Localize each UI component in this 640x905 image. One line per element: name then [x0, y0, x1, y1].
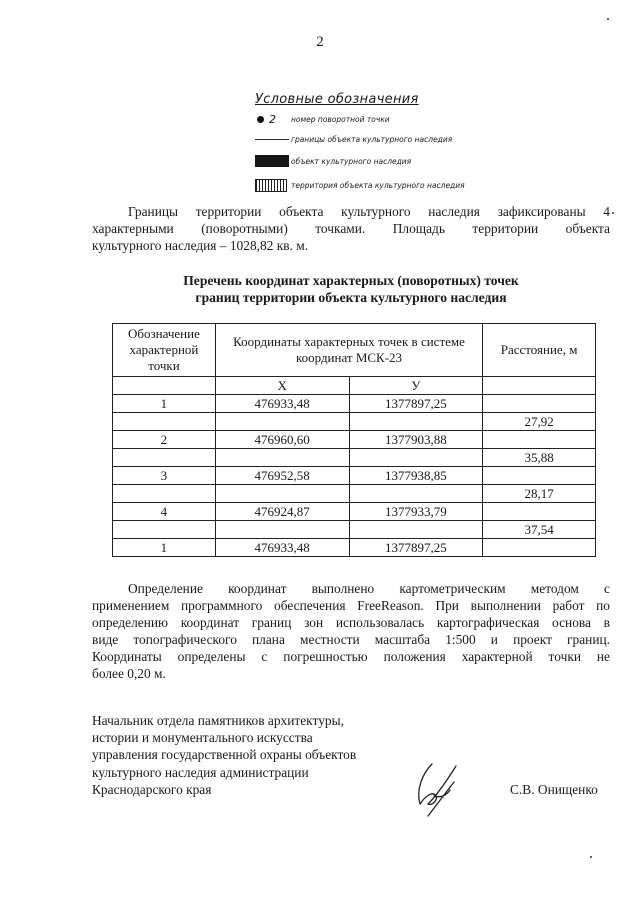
table-row: 1 476933,48 1377897,25 — [113, 395, 596, 413]
legend-label: территория объекта культурного наследия — [291, 180, 465, 190]
signatory-name: С.В. Онищенко — [510, 782, 598, 797]
signatory-position: Начальник отдела памятников архитектуры, истории и монументального искусства управления государственной охраны объектов культурного наследия администрации Краснодарского края — [92, 713, 357, 797]
header-coordinates: Координаты характерных точек в системе координат МСК-23 — [215, 324, 482, 377]
table-row: 35,88 — [113, 449, 596, 467]
hatched-territory-icon — [255, 179, 287, 192]
table-row: 27,92 — [113, 413, 596, 431]
table-row: 3 476952,58 1377938,85 — [113, 467, 596, 485]
legend-item-line — [255, 132, 452, 146]
page-number: 2 — [316, 34, 324, 50]
method-paragraph: Определение координат выполнено картометрическим методом с применением программного обеспечения FreeReason. При выполнении работ по определению координат границ зон использовалась картографическая основа в виде топографического плана местности масштаба 1:500 и проект границ. Координаты определены с погрешностью положения характерной точки не более 0,20 м. — [92, 581, 610, 681]
coordinates-table — [112, 323, 596, 557]
table-row: 37,54 — [113, 521, 596, 539]
turning-point-icon — [257, 116, 264, 123]
legend-item-object — [255, 154, 411, 168]
legend-item-point: 2 номер поворотной точки — [255, 112, 390, 126]
scan-speck — [612, 212, 614, 214]
header-y: У — [349, 377, 483, 395]
header-point: Обозначение характерной точки — [113, 324, 216, 377]
boundaries-paragraph: Границы территории объекта культурного наследия зафиксированы 4 характерными (поворотными) точками. Площадь территории объекта культурного наследия – 1028,82 кв. м. — [92, 204, 610, 253]
legend — [255, 92, 515, 190]
legend-item-territory — [255, 178, 465, 192]
table-row: 1 476933,48 1377897,25 — [113, 539, 596, 557]
table-row: 2 476960,60 1377903,88 — [113, 431, 596, 449]
scan-speck — [590, 856, 592, 858]
table-heading: Перечень координат характерных (поворотных) точек границ территории объекта культурного наследия — [183, 273, 519, 305]
handwritten-signature — [410, 760, 470, 820]
header-distance: Расстояние, м — [483, 324, 596, 377]
heritage-object-icon — [255, 155, 289, 167]
legend-label: объект культурного наследия — [291, 156, 412, 166]
table-row: 28,17 — [113, 485, 596, 503]
legend-label: границы объекта культурного наследия — [291, 134, 453, 144]
legend-label: номер поворотной точки — [291, 114, 390, 124]
scan-speck — [607, 18, 609, 20]
boundary-line-icon — [255, 139, 289, 140]
table-row: 4 476924,87 1377933,79 — [113, 503, 596, 521]
header-x: X — [215, 377, 349, 395]
legend-title: Условные обозначения — [255, 92, 419, 107]
